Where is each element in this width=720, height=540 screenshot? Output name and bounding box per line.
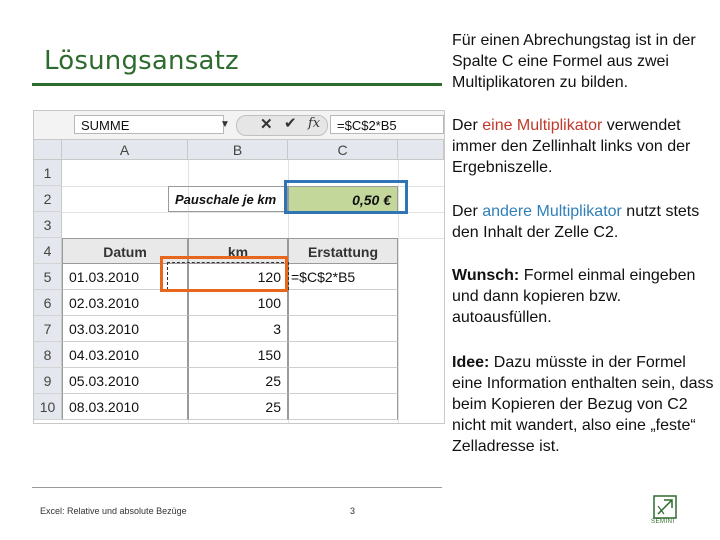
cell-km[interactable]: 120: [188, 264, 288, 290]
footer-rule: [32, 487, 442, 488]
table-header-datum[interactable]: Datum: [62, 238, 188, 264]
row-header-8[interactable]: 8: [34, 342, 62, 368]
row-header-9[interactable]: 9: [34, 368, 62, 394]
paragraph-2: [452, 115, 714, 178]
cell-datum[interactable]: 05.03.2010: [62, 368, 188, 394]
bold-lead: Wunsch:: [452, 267, 520, 284]
column-header-d[interactable]: [398, 140, 444, 160]
cell-erstattung[interactable]: [288, 368, 398, 394]
text-segment: Dazu müsste in der Formel eine Information enthalten sein, dass beim Kopieren der Bezug von C2 nicht mit wandert, also eine „feste“ Zelladresse ist.: [452, 354, 714, 455]
chevron-down-icon[interactable]: ▼: [220, 119, 230, 130]
cell-erstattung[interactable]: [288, 394, 398, 420]
text-segment: Der: [452, 117, 483, 134]
select-all-corner[interactable]: [34, 140, 62, 160]
pauschale-value-cell[interactable]: 0,50 €: [288, 186, 398, 212]
logo-text: SEMINI: [651, 519, 675, 525]
row-header-5[interactable]: 5: [34, 264, 62, 290]
column-header-a[interactable]: A: [62, 140, 188, 160]
text-segment: Der: [452, 203, 483, 220]
function-icon[interactable]: fx: [308, 116, 321, 131]
footer-title: Excel: Relative und absolute Bezüge: [40, 506, 187, 516]
paragraph-1: Für einen Abrechungstag ist in der Spalte C eine Formel aus zwei Multiplikatoren zu bilden.: [452, 32, 696, 91]
page-number: 3: [350, 506, 356, 516]
text-segment: nutzt stets den Inhalt der Zelle C2.: [452, 203, 700, 241]
blue-highlight-text: andere Multiplikator: [482, 203, 622, 220]
formula-bar: [34, 111, 444, 140]
paragraph-4: [452, 265, 714, 328]
cell-erstattung[interactable]: [288, 316, 398, 342]
logo-icon: [652, 494, 678, 520]
cell-erstattung-active[interactable]: =$C$2*B5: [288, 264, 398, 290]
column-header-b[interactable]: B: [188, 140, 288, 160]
cell-km[interactable]: 25: [188, 368, 288, 394]
check-icon[interactable]: ✔: [284, 115, 297, 132]
formula-input[interactable]: =$C$2*B5: [330, 115, 444, 134]
cell-km[interactable]: 25: [188, 394, 288, 420]
cell-datum[interactable]: 08.03.2010: [62, 394, 188, 420]
pauschale-label-cell[interactable]: Pauschale je km: [168, 186, 288, 212]
paragraph-5: [452, 352, 714, 457]
cell-km[interactable]: 150: [188, 342, 288, 368]
text-segment: verwendet immer den Zellinhalt links von der Ergebniszelle.: [452, 117, 691, 176]
title-underline: [32, 83, 442, 86]
row-header-10[interactable]: 10: [34, 394, 62, 420]
row-header-4[interactable]: 4: [34, 238, 62, 264]
cell-datum[interactable]: 02.03.2010: [62, 290, 188, 316]
table-header-erstattung[interactable]: Erstattung: [288, 238, 398, 264]
highlight-b5-orange: [160, 256, 288, 292]
cell-km[interactable]: 100: [188, 290, 288, 316]
row-header-1[interactable]: 1: [34, 160, 62, 186]
bold-lead: Idee:: [452, 354, 490, 371]
paragraph-3: [452, 201, 714, 243]
column-header-c[interactable]: C: [288, 140, 398, 160]
row-header-6[interactable]: 6: [34, 290, 62, 316]
red-highlight-text: eine Multiplikator: [482, 117, 603, 134]
row-header-7[interactable]: 7: [34, 316, 62, 342]
slide-title: Lösungsansatz: [44, 46, 239, 76]
cell-erstattung[interactable]: [288, 290, 398, 316]
table-header-km[interactable]: km: [188, 238, 288, 264]
cell-km[interactable]: 3: [188, 316, 288, 342]
cell-erstattung[interactable]: [288, 342, 398, 368]
row-header-3[interactable]: 3: [34, 212, 62, 238]
name-box[interactable]: SUMME: [74, 115, 224, 134]
cell-datum[interactable]: 04.03.2010: [62, 342, 188, 368]
cell-datum[interactable]: 01.03.2010: [62, 264, 188, 290]
cell-datum[interactable]: 03.03.2010: [62, 316, 188, 342]
row-header-2[interactable]: 2: [34, 186, 62, 212]
highlight-c2-blue: [284, 180, 408, 214]
text-segment: Formel einmal eingeben und dann kopieren bzw. autoausfüllen.: [452, 267, 696, 326]
close-icon[interactable]: ✕: [260, 116, 273, 133]
